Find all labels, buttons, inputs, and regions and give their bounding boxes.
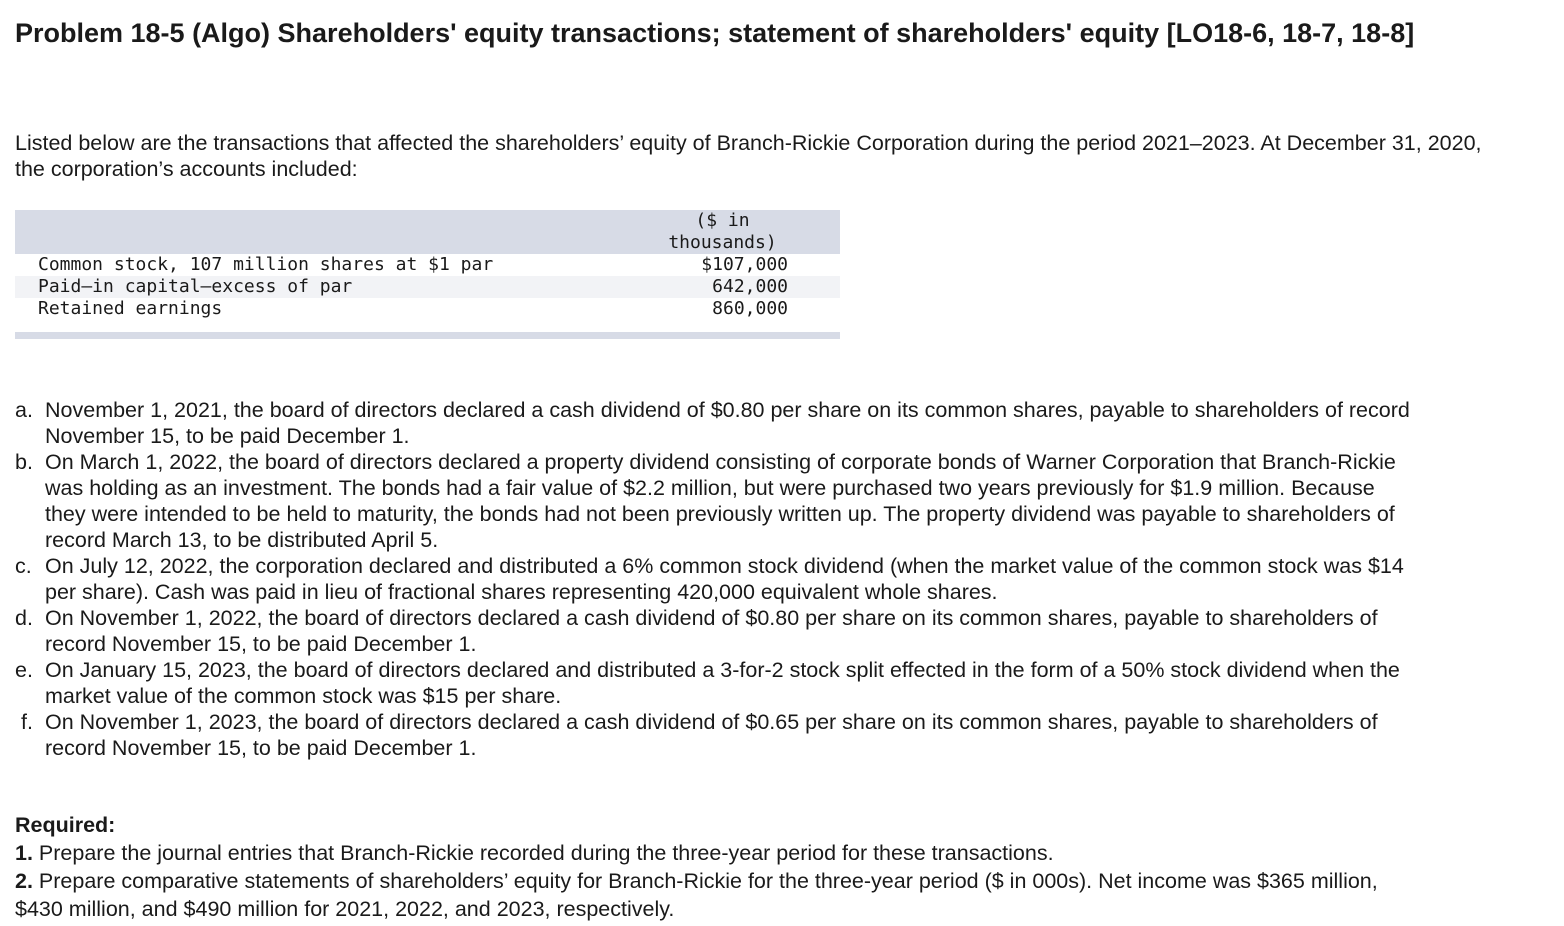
list-item xyxy=(15,397,1415,449)
table-header-line1: ($ in xyxy=(695,210,750,231)
transaction-text: On November 1, 2022, the board of directors declared a cash dividend of $0.80 per share on its common shares, payable to shareholders of record November 15, to be paid December 1. xyxy=(45,606,1378,656)
required-heading: Required: xyxy=(15,813,116,837)
row-label-paid-in-capital: Paid–in capital–excess of par xyxy=(15,276,635,298)
transaction-marker: e. xyxy=(15,658,33,682)
table-header-row xyxy=(15,210,840,254)
table-header-amount xyxy=(635,210,840,254)
required-list xyxy=(15,839,1415,923)
required-text: Prepare the journal entries that Branch-Rickie recorded during the three-year period for these transactions. xyxy=(38,841,1054,865)
list-item xyxy=(15,449,1415,553)
transaction-text: On January 15, 2023, the board of directors declared and distributed a 3-for-2 stock split effected in the form of a 50% stock dividend when the market value of the common stock was $15 per share. xyxy=(45,658,1400,708)
row-amount-retained-earnings: 860,000 xyxy=(712,298,788,319)
required-number: 2. xyxy=(15,869,33,893)
table-header-line2: thousands) xyxy=(668,232,777,253)
table-spacer-row xyxy=(15,320,840,332)
transactions-list xyxy=(15,397,1415,761)
row-amount-paid-in-capital: 642,000 xyxy=(635,276,840,298)
list-item xyxy=(15,553,1415,605)
required-text: Prepare comparative statements of shareholders’ equity for Branch-Rickie for the three-year period ($ in 000s). Net income was $365 million, $430 million, and $490 million for 2021, 2022, and 2023, respectively. xyxy=(15,869,1378,921)
transaction-marker: d. xyxy=(15,606,33,630)
list-item xyxy=(15,605,1415,657)
list-item xyxy=(15,839,1415,867)
transaction-marker: c. xyxy=(15,554,32,578)
table-footer-bar xyxy=(15,332,840,339)
table-row xyxy=(15,276,840,298)
list-item xyxy=(15,657,1415,709)
list-item xyxy=(15,709,1415,761)
list-item xyxy=(15,867,1415,923)
transaction-text: On November 1, 2023, the board of directors declared a cash dividend of $0.65 per share on its common shares, payable to shareholders of record November 15, to be paid December 1. xyxy=(45,710,1378,760)
table-row xyxy=(15,254,840,276)
row-label-retained-earnings: Retained earnings xyxy=(38,298,223,319)
problem-title: Problem 18-5 (Algo) Shareholders' equity transactions; statement of shareholders' equity [LO18-6, 18-7, 18-8] xyxy=(15,18,1415,48)
transaction-text: On March 1, 2022, the board of directors declared a property dividend consisting of corporate bonds of Warner Corporation that Branch-Rickie was holding as an investment. The bonds had a fair value of $2.2 million, but were purchased two years previously for $1.9 million. Because they were intended to be held to maturity, the bonds had not been previously written up. The property dividend was payable to shareholders of record March 13, to be distributed April 5. xyxy=(45,450,1396,552)
transaction-marker: b. xyxy=(15,450,33,474)
row-amount-common-stock: $107,000 xyxy=(701,254,788,275)
row-label-common-stock: Common stock, 107 million shares at $1 par xyxy=(38,254,494,275)
table-row xyxy=(15,298,840,320)
table-header-label-cell xyxy=(15,210,635,254)
required-number: 1. xyxy=(15,841,33,865)
transaction-text: On July 12, 2022, the corporation declared and distributed a 6% common stock dividend (when the market value of the common stock was $14 per share). Cash was paid in lieu of fractional shares representing 420,000 equivalent whole shares. xyxy=(45,554,1404,604)
transaction-marker: f. xyxy=(21,710,33,734)
transaction-marker: a. xyxy=(15,398,33,422)
transaction-text: November 1, 2021, the board of directors declared a cash dividend of $0.80 per share on its common shares, payable to shareholders of record November 15, to be paid December 1. xyxy=(45,398,1410,448)
intro-paragraph: Listed below are the transactions that affected the shareholders’ equity of Branch-Rickie Corporation during the period 2021–2023. At December 31, 2020, the corporation’s accounts included: xyxy=(15,131,1482,181)
account-balances-table xyxy=(15,210,840,339)
